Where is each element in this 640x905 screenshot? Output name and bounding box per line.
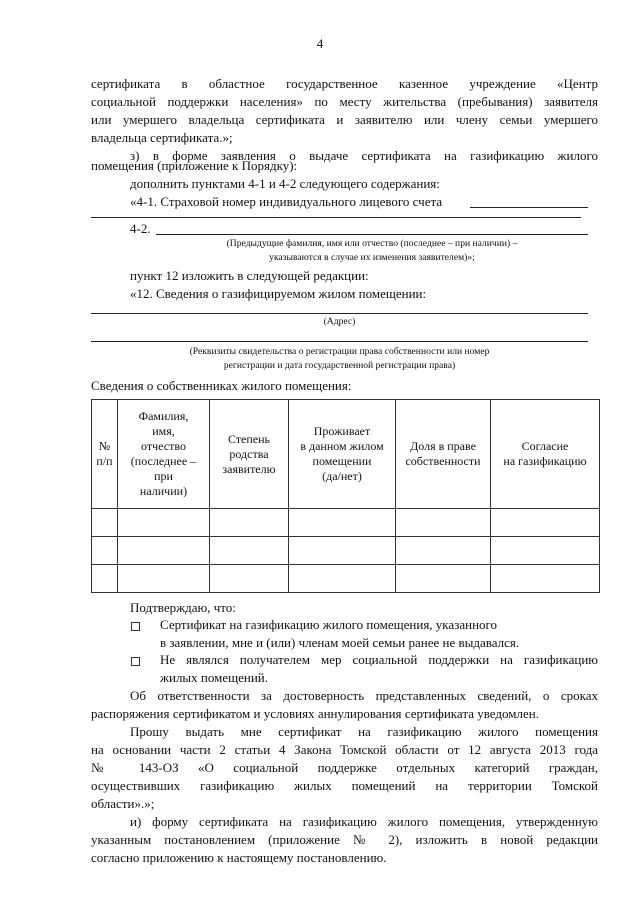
point12-intro: пункт 12 изложить в следующей редакции:	[130, 268, 369, 283]
table-cell	[92, 565, 118, 593]
table-cell	[289, 565, 396, 593]
item-42-note-line-2: указываются в случае их изменения заявителем)»;	[269, 252, 475, 263]
header-ownership-share: Доля в праве собственности	[396, 400, 491, 509]
para-i-line-3: согласно приложению к настоящему постановлению.	[91, 850, 387, 865]
para1-line-1: сертификата в областное государственное казенное учреждение «Центр	[91, 76, 598, 91]
table-cell	[289, 537, 396, 565]
table-cell	[118, 509, 210, 537]
registration-line	[91, 341, 588, 342]
header-number: № п/п	[92, 400, 118, 509]
responsibility-line-2: распоряжения сертификатом и условиях аннулирования сертификата уведомлен.	[91, 706, 539, 721]
point12-text: «12. Сведения о газифицируемом жилом помещении:	[130, 286, 427, 301]
para-i-line-2: указанным постановлением (приложение № 2), изложить в новой редакции	[91, 832, 598, 847]
table-cell	[491, 565, 600, 593]
para1-line-4: владельца сертификата.»;	[91, 130, 233, 145]
header-relationship: Степень родства заявителю	[210, 400, 289, 509]
para2-line-1: з) в форме заявления о выдаче сертификата на газификацию жилого	[130, 148, 598, 163]
table-cell	[289, 509, 396, 537]
item-41-label: «4-1. Страховой номер индивидуального лицевого счета	[130, 194, 443, 209]
responsibility-line-1: Об ответственности за достоверность представленных сведений, о сроках	[130, 688, 598, 703]
address-line	[91, 313, 588, 314]
table-cell	[118, 537, 210, 565]
table-cell	[210, 565, 289, 593]
owners-table	[91, 399, 600, 593]
table-cell	[210, 509, 289, 537]
registration-note-line-2: регистрации и дата государственной регистрации права)	[223, 360, 456, 371]
checkbox-2-icon[interactable]	[131, 657, 140, 666]
request-line-1: Прошу выдать мне сертификат на газификацию жилого помещения	[130, 724, 598, 739]
confirm-item-1-line-2: в заявлении, мне и (или) членам моей семьи ранее не выдавался.	[160, 635, 520, 650]
table-cell	[92, 509, 118, 537]
table-cell	[396, 565, 491, 593]
para2-line-2: помещения (приложение к Порядку):	[91, 158, 298, 173]
table-cell	[92, 537, 118, 565]
table-cell	[491, 537, 600, 565]
table-cell	[396, 509, 491, 537]
confirm-item-2-line-1: Не являлся получателем мер социальной поддержки на газификацию	[160, 652, 598, 667]
checkbox-1-icon[interactable]	[131, 622, 140, 631]
para1-line-2: социальной поддержки населения» по месту жительства (пребывания) заявителя	[91, 94, 598, 109]
table-cell	[210, 537, 289, 565]
header-full-name: Фамилия, имя, отчество (последнее – при наличии)	[118, 400, 210, 509]
item-41-continuation-line	[91, 217, 581, 218]
confirm-intro: Подтверждаю, что:	[130, 600, 236, 615]
table-row	[92, 565, 600, 593]
item-42-note-line-1: (Предыдущие фамилия, имя или отчество (последнее – при наличии) –	[226, 238, 518, 249]
request-line-3: № 143-ОЗ «О социальной поддержке отдельных категорий граждан,	[91, 760, 598, 775]
header-consent: Согласие на газификацию	[491, 400, 600, 509]
confirm-item-2-line-2: жилых помещений.	[160, 670, 269, 685]
page-number: 4	[316, 36, 324, 51]
table-cell	[396, 537, 491, 565]
para-i-line-1: и) форму сертификата на газификацию жилого помещения, утвержденную	[130, 814, 598, 829]
item-41-blank-line	[470, 207, 588, 208]
address-label: (Адрес)	[323, 316, 356, 327]
para1-line-3: или умершего владельца сертификата и заявителю или члену семьи умершего	[91, 112, 598, 127]
table-cell	[491, 509, 600, 537]
item-42-label: 4-2.	[130, 221, 151, 236]
request-line-4: осуществивших газификацию жилых помещений на территории Томской	[91, 778, 598, 793]
owners-table-header-row	[92, 400, 600, 509]
add-points-text: дополнить пунктами 4-1 и 4-2 следующего содержания:	[130, 176, 440, 191]
registration-note-line-1: (Реквизиты свидетельства о регистрации права собственности или номер	[189, 346, 490, 357]
table-row	[92, 537, 600, 565]
confirm-item-1-line-1: Сертификат на газификацию жилого помещения, указанного	[160, 617, 498, 632]
item-42-blank-line	[156, 234, 588, 235]
request-line-5: области».»;	[91, 796, 155, 811]
table-row	[92, 509, 600, 537]
owners-heading: Сведения о собственниках жилого помещения:	[91, 378, 352, 393]
request-line-2: на основании части 2 статьи 4 Закона Томской области от 12 августа 2013 года	[91, 742, 598, 757]
header-resides: Проживает в данном жилом помещении (да/нет)	[289, 400, 396, 509]
table-cell	[118, 565, 210, 593]
